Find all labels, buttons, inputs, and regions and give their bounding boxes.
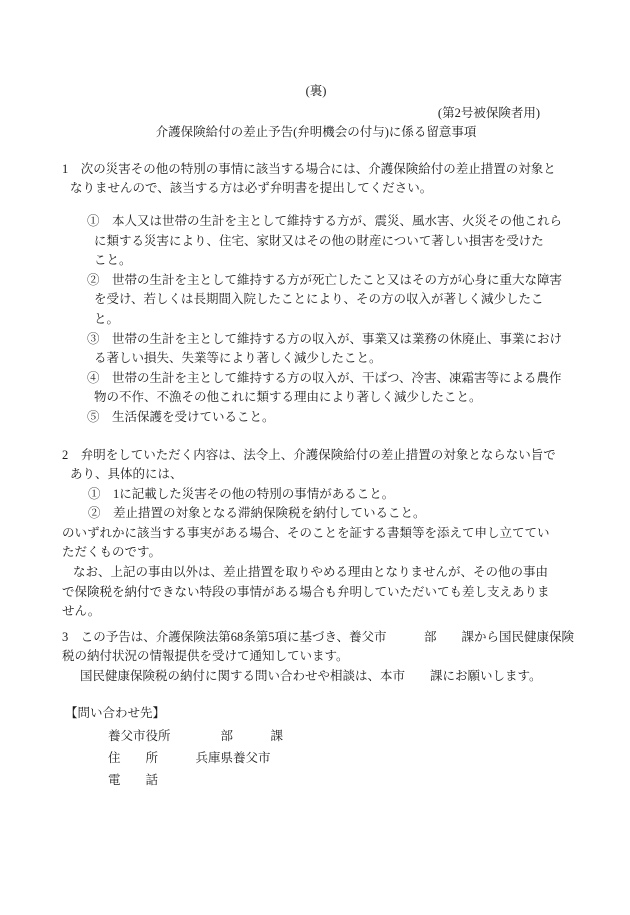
section1-intro-line: なりませんので、該当する方は必ず弁明書を提出してください。 [70,181,433,196]
document-title: 介護保険給付の差止予告(弁明機会の付与)に係る留意事項 [155,125,477,140]
section1-intro-line: 1 次の災害その他の特別の事情に該当する場合には、介護保険給付の差止措置の対象と [62,161,556,176]
contact-block [62,704,570,792]
numbered-item-line: と。 [94,311,120,326]
contact-row-office: 養父市役所 部 課 [108,729,284,744]
numbered-item-line: ② 差止措置の対象となる滞納保険税を納付していること。 [88,506,426,521]
section3-line: 税の納付状況の情報提供を受けて通知しています。 [62,649,349,664]
contact-heading: 【問い合わせ先】 [65,705,166,720]
numbered-item-line: ② 世帯の生計を主として維持する方が死亡したこと又はその方が心身に重大な障害 [87,272,563,287]
numbered-item-line: 物の不作、不漁その他これに類する理由により著しく減少したこと。 [94,390,482,405]
numbered-item-line: る著しい損失、失業等により著しく減少したこと。 [94,351,382,366]
numbered-item-line: ③ 世帯の生計を主として維持する方の収入が、事業又は業務の休廃止、事業におけ [87,331,563,346]
numbered-item-line: ④ 世帯の生計を主として維持する方の収入が、干ばつ、冷害、凍霜害等による農作 [87,370,562,385]
section2-line: で保険税を納付できない特段の事情がある場合も弁明していただいても差し支えありま [62,584,550,599]
section2-line: せん。 [62,604,101,619]
audience-label: (第2号被保険者用) [437,105,540,120]
section2-line: のいずれかに該当する事実がある場合、そのことを証する書類等を添えて申し立ててい [62,525,550,540]
contact-row-phone: 電 話 [108,773,159,788]
contact-row-address: 住 所 兵庫県養父市 [108,751,271,766]
page-side-label: (裏) [305,84,327,98]
numbered-item-line: ⑤ 生活保護を受けていること。 [87,409,275,424]
section3-line: 3 この予告は、介護保険法第68条第5項に基づき、養父市 部 課から国民健康保険 [62,629,575,644]
numbered-item-line: に類する災害により、住宅、家財又はその他の財産について著しい損害を受けた [94,233,544,248]
section-3 [62,628,575,687]
section2-line: あり、具体的には、 [70,467,183,482]
section2-line: 2 弁明をしていただく内容は、法令上、介護保険給付の差止措置の対象とならない旨で [62,447,556,462]
section3-line: 国民健康保険税の納付に関する問い合わせや相談は、本市 課にお願いします。 [80,669,542,684]
numbered-item-line: ① 1に記載した災害その他の特別の事情があること。 [88,486,395,501]
section-2 [62,446,570,622]
numbered-item-line: ① 本人又は世帯の生計を主として維持する方が、震災、風水害、火災その他これら [87,213,563,228]
section1-item-list [62,212,570,428]
section2-line: ただくものです。 [62,545,162,560]
section-1 [62,160,570,428]
numbered-item-line: こと。 [94,253,132,268]
numbered-item-line: を受け、若しくは長期間入院したことにより、その方の収入が著しく減少したこ [94,292,544,307]
section2-line: なお、上記の事由以外は、差止措置を取りやめる理由となりませんが、その他の事由 [73,565,549,580]
